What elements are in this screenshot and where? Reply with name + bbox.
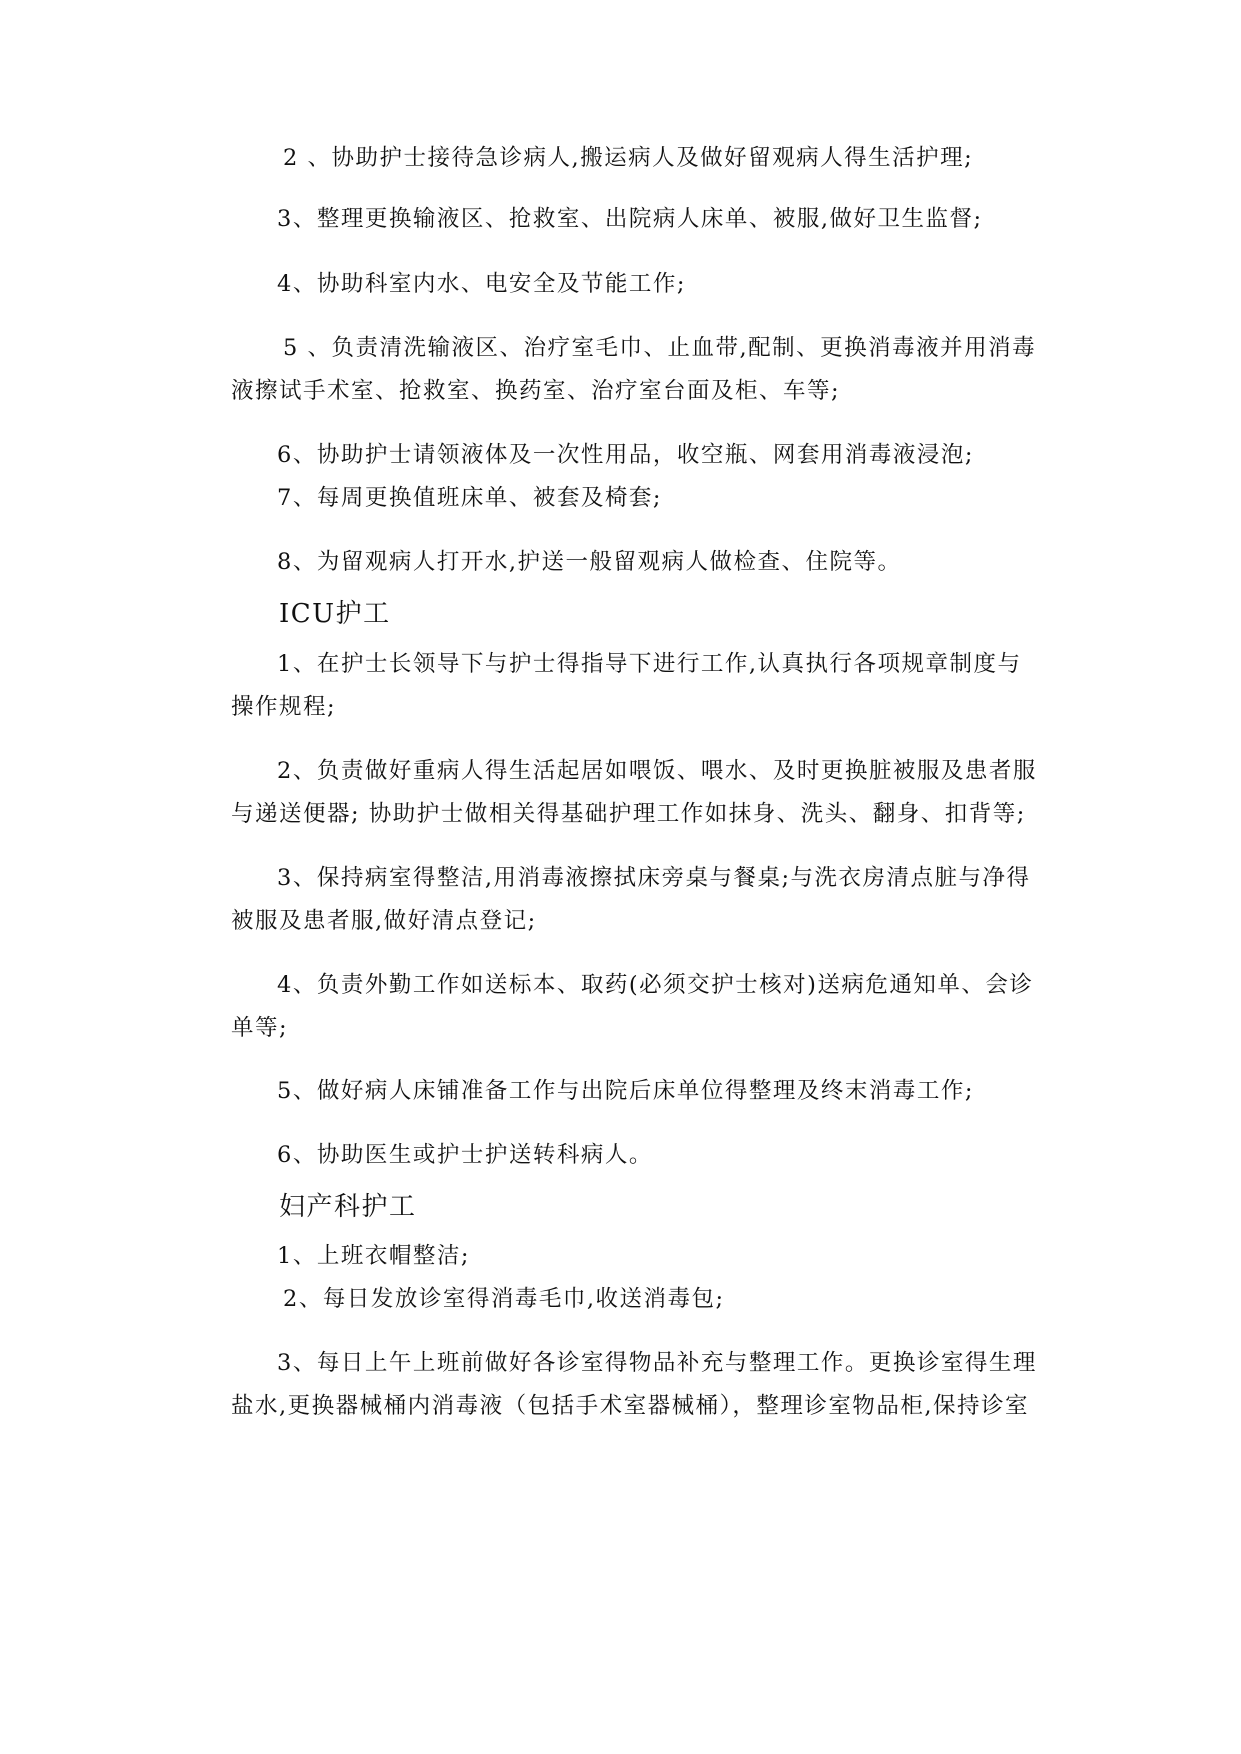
duty-item-6: 6、协助护士请领液体及一次性用品，收空瓶、网套用消毒液浸泡; — [277, 442, 974, 468]
obgyn-item-1: 1、上班衣帽整洁; — [277, 1243, 470, 1269]
icu-item-2-cont: 与递送便器; 协助护士做相关得基础护理工作如抹身、洗头、翻身、扣背等; — [231, 801, 1026, 827]
duty-item-7: 7、每周更换值班床单、被套及椅套; — [277, 485, 662, 511]
icu-item-5: 5、做好病人床铺准备工作与出院后床单位得整理及终末消毒工作; — [277, 1078, 974, 1104]
duty-item-4: 4、协助科室内水、电安全及节能工作; — [277, 271, 686, 297]
section-heading-obgyn: 妇产科护工 — [279, 1192, 417, 1222]
icu-item-4: 4、负责外勤工作如送标本、取药(必须交护士核对)送病危通知单、会诊 — [277, 972, 1034, 998]
obgyn-item-2: 2、每日发放诊室得消毒毛巾,收送消毒包; — [283, 1286, 725, 1312]
icu-item-4-cont: 单等; — [231, 1015, 289, 1041]
duty-item-8: 8、为留观病人打开水,护送一般留观病人做检查、住院等。 — [277, 549, 902, 575]
duty-item-3: 3、整理更换输液区、抢救室、出院病人床单、被服,做好卫生监督; — [277, 206, 983, 232]
obgyn-item-3-cont: 盐水,更换器械桶内消毒液（包括手术室器械桶），整理诊室物品柜,保持诊室 — [231, 1393, 1030, 1419]
section-heading-icu: ICU护工 — [279, 599, 391, 629]
icu-item-2: 2、负责做好重病人得生活起居如喂饭、喂水、及时更换脏被服及患者服 — [277, 758, 1037, 784]
icu-item-1: 1、在护士长领导下与护士得指导下进行工作,认真执行各项规章制度与 — [277, 651, 1022, 677]
icu-item-6: 6、协助医生或护士护送转科病人。 — [277, 1142, 653, 1168]
duty-item-5: 5 、负责清洗输液区、治疗室毛巾、止血带,配制、更换消毒液并用消毒 — [283, 335, 1037, 361]
duty-item-5-cont: 液擦试手术室、抢救室、换药室、治疗室台面及柜、车等; — [231, 378, 841, 404]
icu-item-3-cont: 被服及患者服,做好清点登记; — [231, 908, 537, 934]
icu-item-1-cont: 操作规程; — [231, 694, 337, 720]
duty-item-2: 2 、协助护士接待急诊病人,搬运病人及做好留观病人得生活护理; — [283, 145, 974, 171]
icu-item-3: 3、保持病室得整洁,用消毒液擦拭床旁桌与餐桌;与洗衣房清点脏与净得 — [277, 865, 1031, 891]
obgyn-item-3: 3、每日上午上班前做好各诊室得物品补充与整理工作。更换诊室得生理 — [277, 1350, 1037, 1376]
